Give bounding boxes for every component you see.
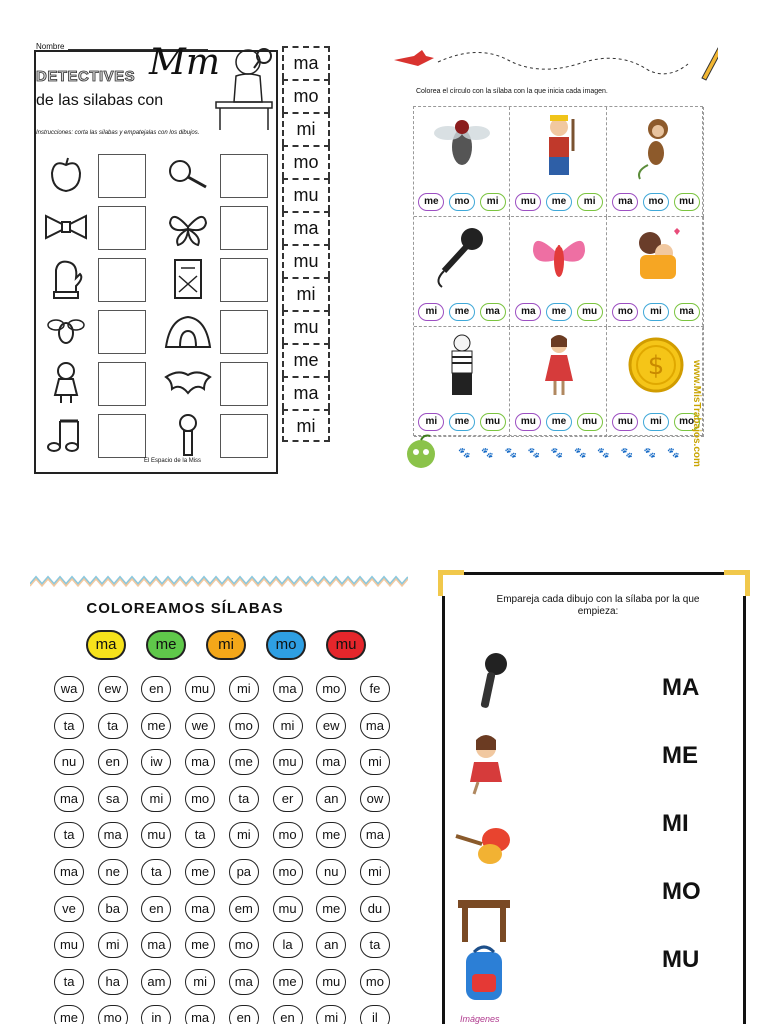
syllable-circle[interactable]: me: [273, 969, 303, 995]
answer-box: [98, 362, 146, 406]
syllable-circle[interactable]: ma: [360, 713, 390, 739]
syllable-circle[interactable]: mo: [273, 859, 303, 885]
syllable-options: [416, 303, 508, 321]
syllable-circle[interactable]: nu: [316, 859, 346, 885]
bat-icon: [164, 362, 212, 404]
syllable-options: [416, 193, 508, 211]
syllable-circle[interactable]: ta: [185, 822, 215, 848]
grid-cell: [414, 107, 510, 217]
syllable-option[interactable]: mu: [480, 413, 506, 431]
maraca-icon: [164, 154, 212, 196]
syllable-option[interactable]: me: [546, 413, 572, 431]
paw-prints-icon: 🐾 🐾 🐾 🐾 🐾 🐾 🐾 🐾 🐾 🐾: [458, 448, 684, 459]
doll-icon: [529, 331, 589, 401]
syllable-option[interactable]: mu: [515, 193, 541, 211]
syllable-circle[interactable]: iw: [141, 749, 171, 775]
syllable-card: mi: [282, 277, 330, 310]
syllable-circle[interactable]: ma: [185, 1005, 215, 1024]
syllable-option[interactable]: me: [546, 303, 572, 321]
coloreamos-worksheet: [30, 570, 410, 1024]
syllable-circle[interactable]: mo: [185, 786, 215, 812]
syllable-row: [54, 932, 390, 958]
syllable-circle[interactable]: me: [141, 713, 171, 739]
syllable-label: ME: [662, 742, 698, 769]
syllable-option[interactable]: mo: [612, 303, 638, 321]
syllable-circle[interactable]: pa: [229, 859, 259, 885]
corner-decoration: [438, 570, 464, 596]
syllable-circle[interactable]: er: [273, 786, 303, 812]
syllable-option[interactable]: ma: [612, 193, 638, 211]
syllable-card: mo: [282, 145, 330, 178]
syllable-circle[interactable]: mu: [54, 932, 84, 958]
syllable-circle[interactable]: me: [185, 859, 215, 885]
worksheet-title: DETECTIVES: [36, 68, 136, 85]
microphone-icon: [432, 221, 492, 291]
corner-decoration: [724, 570, 750, 596]
syllable-option[interactable]: mi: [418, 413, 444, 431]
syllable-circle[interactable]: ve: [54, 896, 84, 922]
syllable-circle[interactable]: me: [185, 932, 215, 958]
legend-item: me: [146, 630, 186, 660]
syllable-circle[interactable]: mo: [360, 969, 390, 995]
bow-tie-icon: [42, 206, 90, 248]
syllable-card: mi: [282, 409, 330, 442]
backpack-icon: [452, 942, 516, 1006]
maracas-icon: [452, 816, 516, 880]
answer-box: [220, 258, 268, 302]
syllable-circle[interactable]: mi: [229, 822, 259, 848]
syllable-circle[interactable]: ma: [316, 749, 346, 775]
worksheet-footer: El Espacio de la Miss: [144, 458, 202, 464]
syllable-label: MI: [662, 810, 689, 837]
grid-cell: [511, 327, 607, 437]
syllable-options: [610, 303, 702, 321]
syllable-option[interactable]: mi: [643, 303, 669, 321]
syllable-option[interactable]: me: [418, 193, 444, 211]
syllable-circle[interactable]: mu: [141, 822, 171, 848]
cave-icon: [164, 310, 212, 352]
syllable-row: [54, 749, 390, 775]
syllable-circle[interactable]: mo: [273, 822, 303, 848]
mother-hug-icon: [626, 221, 686, 291]
syllable-row: [54, 713, 390, 739]
syllable-circle[interactable]: mo: [316, 676, 346, 702]
answer-box: [220, 310, 268, 354]
syllable-options: [513, 413, 605, 431]
monkey-icon: [626, 111, 686, 181]
syllable-circle[interactable]: me: [316, 822, 346, 848]
syllable-circle[interactable]: du: [360, 896, 390, 922]
syllable-circle[interactable]: mo: [229, 713, 259, 739]
empareja-worksheet: [438, 570, 750, 1024]
syllable-circle[interactable]: mu: [185, 676, 215, 702]
syllable-circle[interactable]: ta: [54, 822, 84, 848]
syllable-options: [610, 413, 702, 431]
syllable-circle[interactable]: mi: [273, 713, 303, 739]
syllable-circle[interactable]: mi: [185, 969, 215, 995]
worksheet-instructions: Instrucciones: corta las silabas y empatejalas con los dibujos.: [36, 130, 200, 136]
coin-icon: [626, 331, 686, 401]
name-label: Nombre: [36, 42, 65, 51]
syllable-circle[interactable]: ma: [141, 932, 171, 958]
syllable-row: [54, 786, 390, 812]
syllable-circle[interactable]: ta: [360, 932, 390, 958]
syllable-card: mo: [282, 79, 330, 112]
syllable-circle[interactable]: mo: [98, 1005, 128, 1024]
syllable-card: mu: [282, 310, 330, 343]
syllable-card: ma: [282, 46, 330, 79]
worksheet-subtitle: de las silabas con: [36, 92, 164, 109]
syllable-option[interactable]: mu: [515, 413, 541, 431]
syllable-circle[interactable]: ma: [98, 822, 128, 848]
syllable-option[interactable]: mi: [418, 303, 444, 321]
syllable-option[interactable]: mi: [643, 413, 669, 431]
answer-box: [98, 206, 146, 250]
miner-icon: [529, 111, 589, 181]
syllable-options: [513, 193, 605, 211]
syllable-circle[interactable]: en: [229, 1005, 259, 1024]
syllable-label: MU: [662, 946, 700, 973]
syllable-row: [54, 859, 390, 885]
mitten-icon: [42, 258, 90, 300]
syllable-circle[interactable]: il: [360, 1005, 390, 1024]
syllable-option[interactable]: mo: [674, 413, 700, 431]
syllable-circle[interactable]: ma: [185, 749, 215, 775]
syllable-circle[interactable]: mo: [229, 932, 259, 958]
syllable-option[interactable]: ma: [674, 303, 700, 321]
grid-cell: [608, 107, 704, 217]
syllable-label: MO: [662, 878, 701, 905]
syllable-circle[interactable]: ta: [141, 859, 171, 885]
syllable-circle[interactable]: in: [141, 1005, 171, 1024]
syllable-circle[interactable]: en: [98, 749, 128, 775]
syllable-circle[interactable]: fe: [360, 676, 390, 702]
colorea-worksheet: [388, 40, 718, 480]
syllable-circle[interactable]: me: [316, 896, 346, 922]
syllable-circle[interactable]: ta: [54, 713, 84, 739]
legend-item: mi: [206, 630, 246, 660]
syllable-circle[interactable]: mu: [273, 896, 303, 922]
syllable-circle[interactable]: ew: [316, 713, 346, 739]
syllable-option[interactable]: mi: [480, 193, 506, 211]
answer-box: [98, 258, 146, 302]
syllable-circle[interactable]: ma: [360, 822, 390, 848]
syllable-circle[interactable]: ta: [229, 786, 259, 812]
answer-box: [220, 206, 268, 250]
answer-box: [98, 414, 146, 458]
syllable-circle[interactable]: ba: [98, 896, 128, 922]
syllable-circle[interactable]: we: [185, 713, 215, 739]
legend-item: mo: [266, 630, 306, 660]
svg-text:$: $: [647, 351, 665, 381]
zigzag-border-icon: [30, 574, 408, 588]
syllable-card: mu: [282, 244, 330, 277]
syllable-circle[interactable]: me: [54, 1005, 84, 1024]
syllable-option[interactable]: me: [546, 193, 572, 211]
picture-grid: [413, 106, 703, 436]
butterfly-icon: [164, 206, 212, 248]
website-label: www.MisTrabajos.com: [691, 360, 702, 467]
syllable-circle[interactable]: ma: [185, 896, 215, 922]
apple-mascot-icon: [404, 432, 438, 472]
butterfly-icon: [529, 221, 589, 291]
syllable-circle[interactable]: wa: [54, 676, 84, 702]
syllable-circle[interactable]: ma: [54, 786, 84, 812]
doll-icon: [452, 732, 516, 796]
syllable-label: MA: [662, 674, 700, 701]
legend-item: ma: [86, 630, 126, 660]
syllable-card: me: [282, 343, 330, 376]
syllable-option[interactable]: ma: [515, 303, 541, 321]
syllable-card: mi: [282, 112, 330, 145]
syllable-circle[interactable]: ma: [229, 969, 259, 995]
syllable-circle[interactable]: nu: [54, 749, 84, 775]
fly-icon: [432, 111, 492, 181]
syllable-row: [54, 896, 390, 922]
syllable-row: [54, 676, 390, 702]
syllable-circle[interactable]: ne: [98, 859, 128, 885]
syllable-row: [54, 1005, 390, 1024]
answer-box: [220, 362, 268, 406]
syllable-circle[interactable]: ta: [54, 969, 84, 995]
syllable-option[interactable]: mu: [577, 413, 603, 431]
syllable-circle[interactable]: ta: [98, 713, 128, 739]
doll-icon: [42, 362, 90, 404]
grid-cell: [414, 327, 510, 437]
syllable-row: [54, 822, 390, 848]
grid-cell: [414, 217, 510, 327]
syllable-circle[interactable]: an: [316, 786, 346, 812]
letter-title: Mm: [149, 42, 220, 83]
grid-cell: [608, 217, 704, 327]
syllable-circle[interactable]: mi: [360, 749, 390, 775]
legend-item: mu: [326, 630, 366, 660]
syllable-cards: [282, 46, 330, 442]
syllable-options: [416, 413, 508, 431]
menu-icon: [164, 258, 212, 300]
syllable-circle[interactable]: em: [229, 896, 259, 922]
syllable-option[interactable]: mu: [674, 193, 700, 211]
syllable-circle[interactable]: mi: [141, 786, 171, 812]
syllable-circle[interactable]: ew: [98, 676, 128, 702]
worksheet-instructions: Empareja cada dibujo con la sílaba por la que empieza:: [496, 594, 700, 617]
syllable-circle[interactable]: ha: [98, 969, 128, 995]
images-credit: Imágenes: [460, 1014, 500, 1024]
syllable-circle[interactable]: en: [273, 1005, 303, 1024]
syllable-options: [513, 303, 605, 321]
syllable-circle[interactable]: ma: [54, 859, 84, 885]
syllable-circle[interactable]: mi: [98, 932, 128, 958]
grid-cell: [608, 327, 704, 437]
syllable-row: [54, 969, 390, 995]
syllable-circle[interactable]: me: [229, 749, 259, 775]
syllable-circle[interactable]: la: [273, 932, 303, 958]
syllable-circle[interactable]: en: [141, 896, 171, 922]
detective-girl-icon: [208, 46, 274, 132]
airplane-trail-icon: [388, 40, 718, 84]
grid-cell: [511, 217, 607, 327]
microphone-icon: [452, 650, 516, 714]
syllable-circle[interactable]: mi: [360, 859, 390, 885]
syllable-circle[interactable]: ma: [273, 676, 303, 702]
syllable-card: ma: [282, 376, 330, 409]
syllable-options: [610, 193, 702, 211]
worksheet-instructions: Colorea el círculo con la sílaba con la que inicia cada imagen.: [416, 88, 608, 95]
answer-box: [220, 414, 268, 458]
syllable-option[interactable]: mu: [612, 413, 638, 431]
syllable-option[interactable]: ma: [480, 303, 506, 321]
syllable-option[interactable]: me: [449, 413, 475, 431]
fly-icon: [42, 310, 90, 352]
syllable-option[interactable]: mi: [577, 193, 603, 211]
syllable-grid: [54, 676, 390, 1024]
syllable-circle[interactable]: sa: [98, 786, 128, 812]
answer-box: [220, 154, 268, 198]
syllable-circle[interactable]: ow: [360, 786, 390, 812]
syllable-option[interactable]: me: [449, 303, 475, 321]
mime-icon: [432, 331, 492, 401]
syllable-card: ma: [282, 211, 330, 244]
apple-icon: [42, 154, 90, 196]
syllable-circle[interactable]: mu: [273, 749, 303, 775]
detectives-worksheet: [32, 42, 332, 480]
microphone-icon: [164, 414, 212, 456]
music-notes-icon: [42, 414, 90, 456]
syllable-circle[interactable]: am: [141, 969, 171, 995]
syllable-option[interactable]: mo: [643, 193, 669, 211]
syllable-option[interactable]: mo: [449, 193, 475, 211]
syllable-option[interactable]: mu: [577, 303, 603, 321]
worksheet-title: COLOREAMOS SÍLABAS: [86, 600, 284, 617]
answer-box: [98, 154, 146, 198]
syllable-circle[interactable]: an: [316, 932, 346, 958]
syllable-circle[interactable]: mu: [316, 969, 346, 995]
syllable-circle[interactable]: mi: [229, 676, 259, 702]
answer-box: [98, 310, 146, 354]
syllable-circle[interactable]: en: [141, 676, 171, 702]
syllable-circle[interactable]: mi: [316, 1005, 346, 1024]
table-icon: [452, 886, 516, 950]
grid-cell: [511, 107, 607, 217]
color-legend: [86, 630, 366, 660]
syllable-card: mu: [282, 178, 330, 211]
